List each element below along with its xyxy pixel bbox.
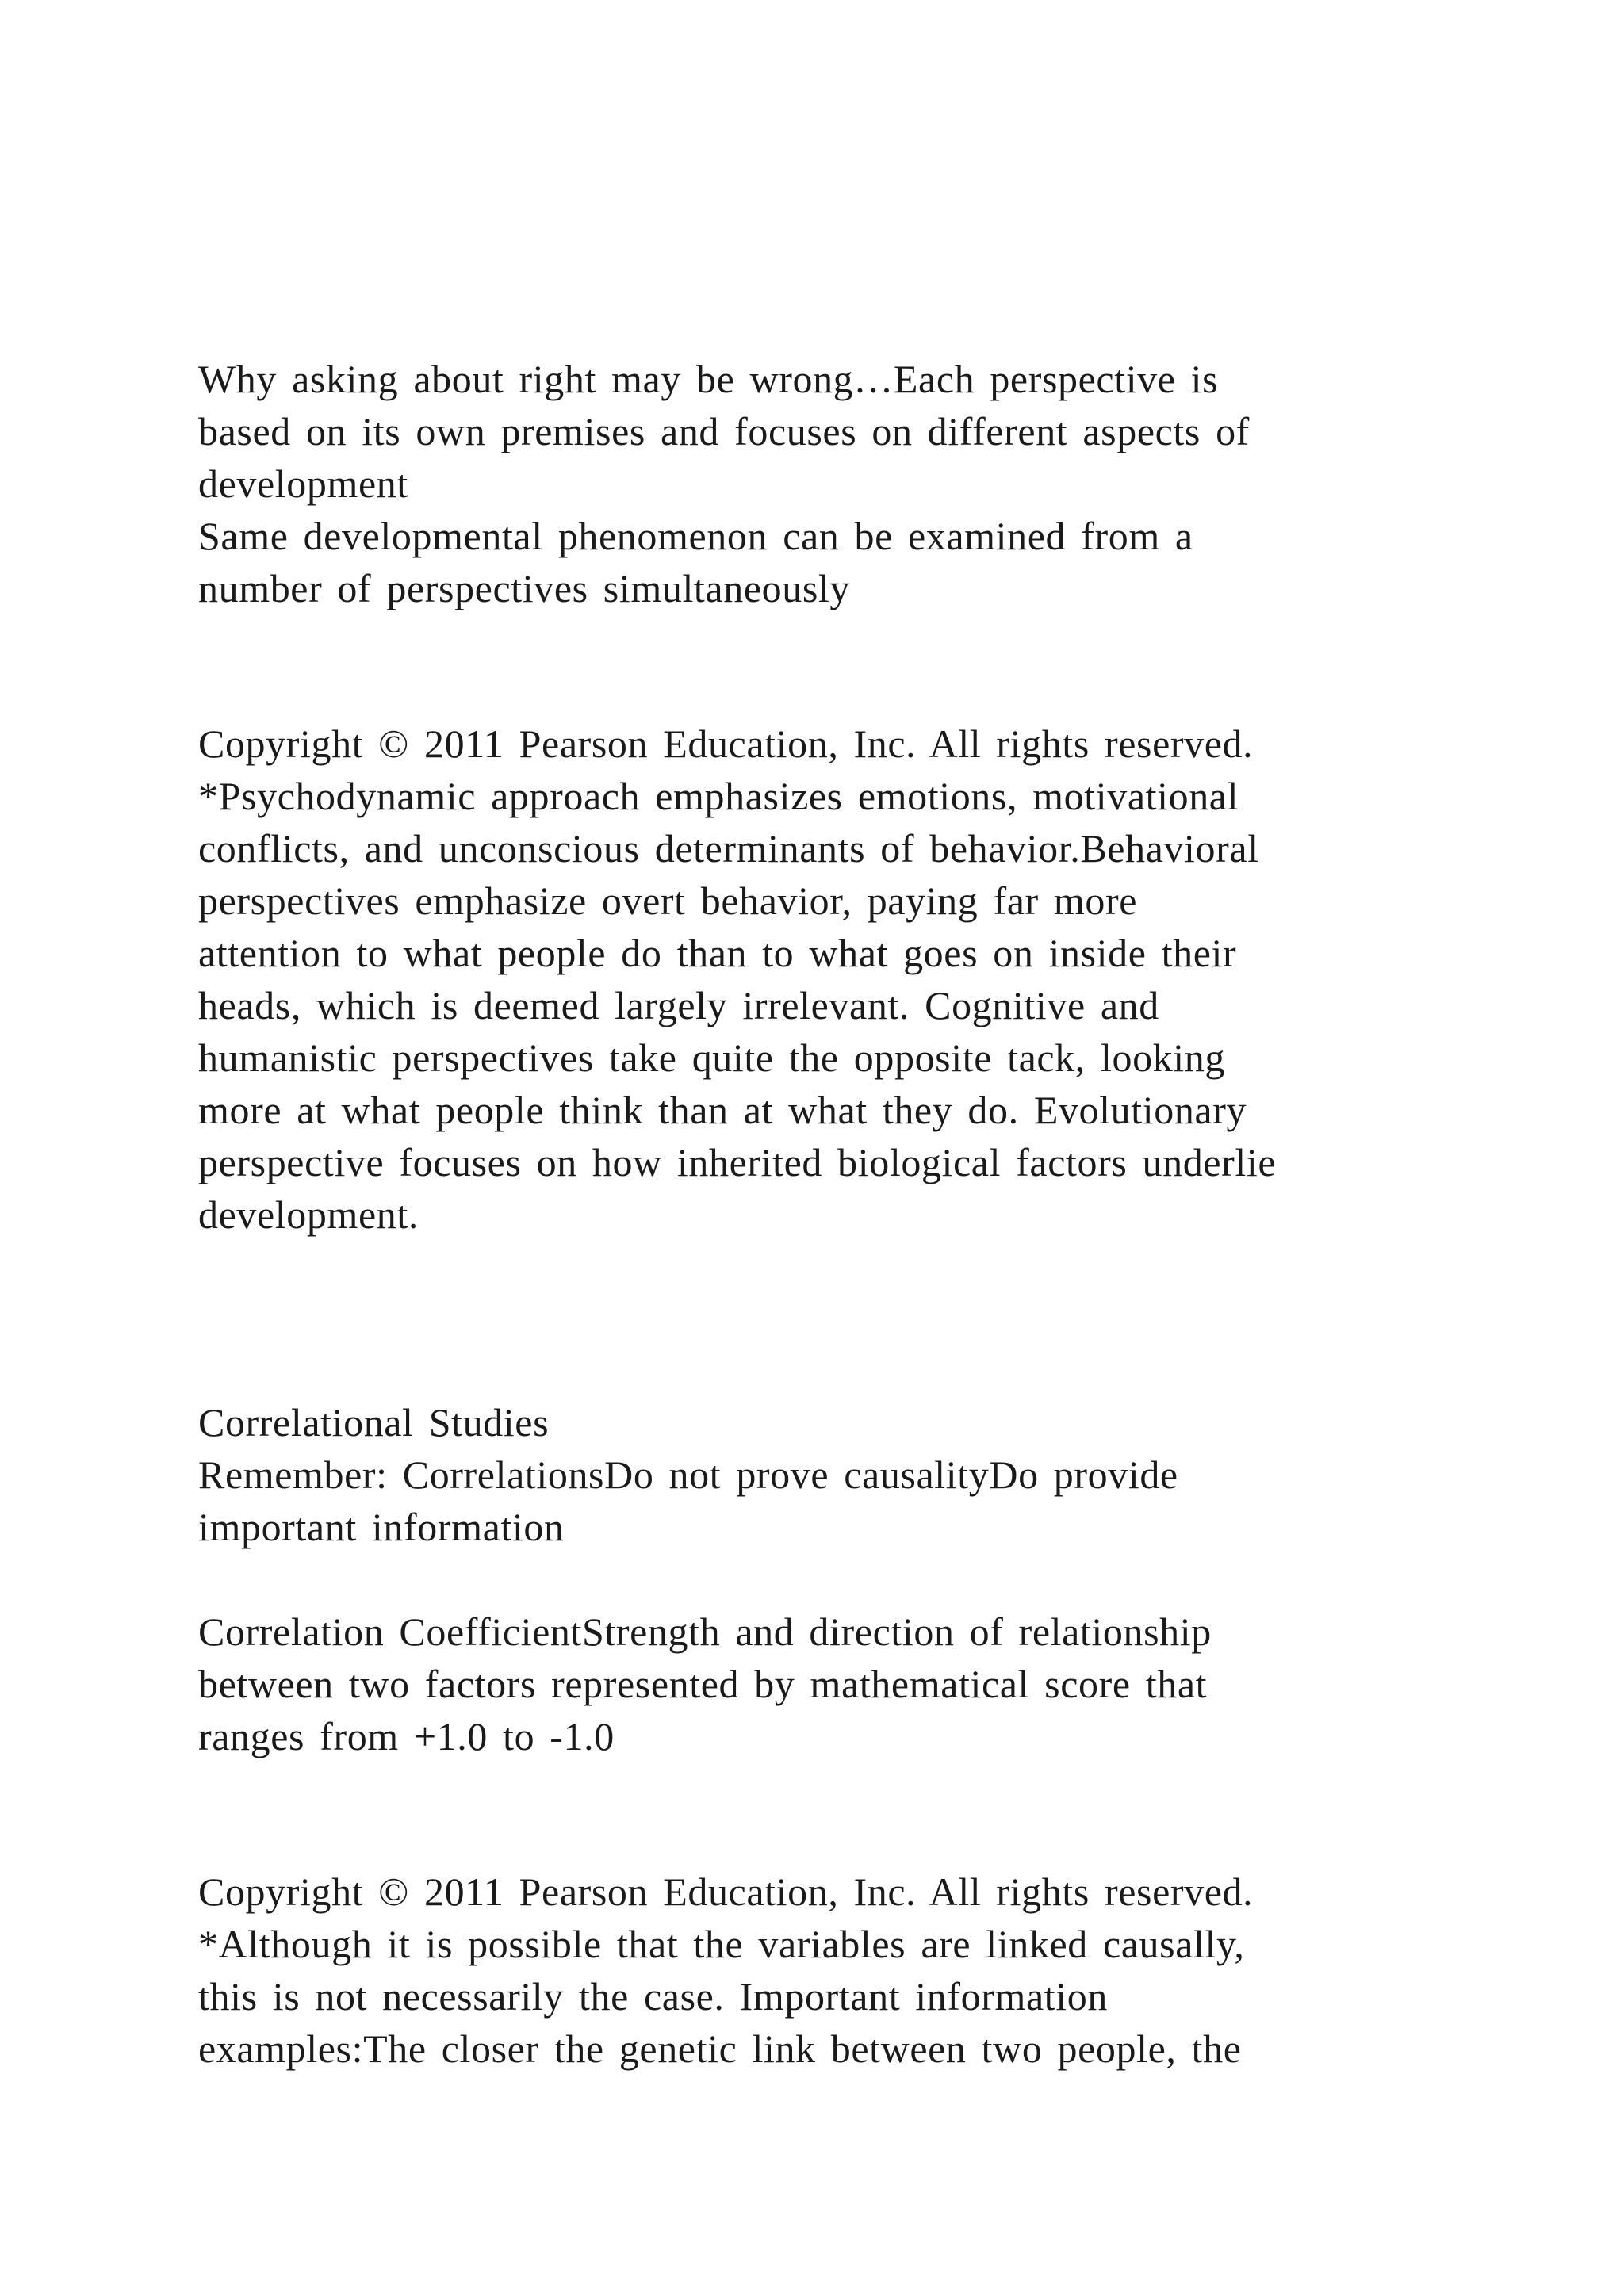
text-line-8: conflicts, and unconscious determinants of behavior.Behavioral	[198, 826, 1259, 871]
text-line-23: *Although it is possible that the variables are linked causally,	[198, 1922, 1245, 1966]
text-line-4: Same developmental phenomenon can be examined from a	[198, 514, 1193, 558]
text-line-14: perspective focuses on how inherited biological factors underlie	[198, 1140, 1277, 1184]
text-line-20: between two factors represented by mathematical score that	[198, 1662, 1208, 1706]
text-line-11: heads, which is deemed largely irrelevant. Cognitive and	[198, 983, 1159, 1027]
text-line-25: examples:The closer the genetic link between two people, the	[198, 2026, 1242, 2071]
text-line-15: development.	[198, 1192, 419, 1237]
text-line-13: more at what people think than at what they do. Evolutionary	[198, 1088, 1247, 1132]
text-line-17: Remember: CorrelationsDo not prove causalityDo provide	[198, 1452, 1178, 1497]
text-line-2: based on its own premises and focuses on different aspects of	[198, 409, 1250, 453]
text-line-18: important information	[198, 1505, 565, 1549]
text-line-24: this is not necessarily the case. Important information	[198, 1974, 1108, 2019]
text-line-12: humanistic perspectives take quite the opposite tack, looking	[198, 1035, 1225, 1080]
text-line-7: *Psychodynamic approach emphasizes emotions, motivational	[198, 774, 1239, 818]
text-line-9: perspectives emphasize overt behavior, paying far more	[198, 878, 1138, 923]
section-heading: Correlational Studies	[198, 1400, 550, 1445]
copyright-line-1: Copyright © 2011 Pearson Education, Inc. All rights reserved.	[198, 721, 1254, 766]
text-line-10: attention to what people do than to what goes on inside their	[198, 931, 1237, 975]
text-line-5: number of perspectives simultaneously	[198, 566, 850, 610]
text-line-1: Why asking about right may be wrong…Each perspective is	[198, 357, 1219, 401]
text-line-3: development	[198, 461, 408, 506]
text-line-19: Correlation CoefficientStrength and direction of relationship	[198, 1609, 1212, 1654]
text-line-21: ranges from +1.0 to -1.0	[198, 1714, 615, 1758]
copyright-line-2: Copyright © 2011 Pearson Education, Inc. All rights reserved.	[198, 1869, 1254, 1914]
